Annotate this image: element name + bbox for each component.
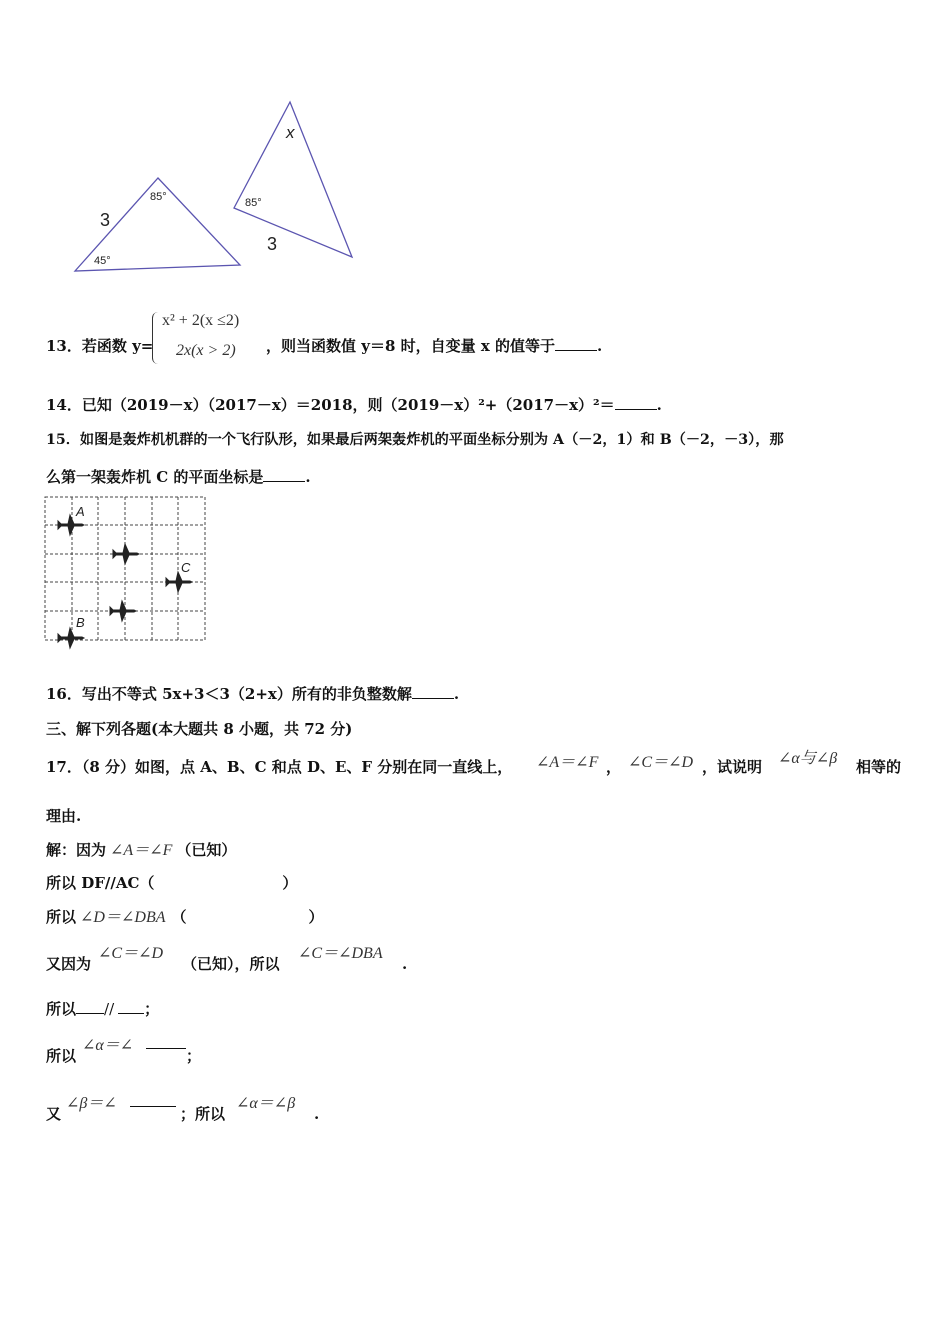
s6-math: ∠α＝∠: [82, 1037, 134, 1054]
s6-blank[interactable]: [146, 1034, 186, 1049]
label-b: B: [76, 615, 85, 630]
q17-step7: [46, 1104, 61, 1124]
right-side-label: 3: [267, 234, 278, 254]
left-top-angle: 85°: [150, 191, 167, 203]
q17-step2: [46, 873, 297, 893]
section-3-title: 三、解下列各题(本大题共 8 小题，共 72 分): [46, 720, 353, 738]
q17-target: ∠α与∠β: [778, 750, 838, 767]
s3-close: ）: [308, 908, 324, 926]
s1-prefix: 解：因为: [46, 841, 107, 859]
s2-text: 所以 DF//AC（: [46, 874, 155, 892]
q15-line2: 么第一架轰炸机 C 的平面坐标是: [46, 468, 264, 486]
q13-case1: x² + 2(x ≤2): [162, 312, 240, 329]
question-16: [46, 684, 459, 704]
s6-prefix: 所以: [46, 1047, 77, 1065]
s7-math2: ∠α＝∠β: [236, 1095, 296, 1112]
formation-grid-figure: [40, 492, 210, 652]
s5-prefix: 所以: [46, 1000, 77, 1018]
question-15-line2: [46, 467, 311, 487]
q17-step1: [46, 840, 236, 861]
plane-b-icon: [58, 628, 84, 648]
s7-mid: ；所以: [180, 1105, 226, 1123]
q14-end: .: [656, 396, 662, 414]
s2-end: ）: [282, 874, 298, 892]
s3-open: （: [171, 908, 187, 926]
q17-cond2: ∠C＝∠D: [628, 754, 694, 771]
question-14: [46, 395, 662, 415]
s5-mid: //: [104, 1000, 115, 1018]
question-17-line1: [46, 757, 512, 777]
q17-line2: 理由.: [46, 807, 82, 825]
q17-ask: ，试说明: [702, 758, 763, 776]
q17-step5: [46, 999, 159, 1019]
question-13: [46, 336, 153, 356]
triangles-figure: [60, 90, 380, 290]
q17-step4: [46, 954, 91, 974]
q17-comma: ，: [606, 758, 622, 776]
q17-intro: 17．（8 分）如图，点 A、B、C 和点 D、E、F 分别在同一直线上，: [46, 758, 513, 776]
plane-2-icon: [113, 544, 139, 564]
piecewise-brace: [152, 312, 161, 364]
q15-line1: 15．如图是轰炸机机群的一个飞行队形，如果最后两架轰炸机的平面坐标分别为 A（－2，1）和 B（－2，－3），那: [46, 432, 784, 448]
q13-prefix: 13．若函数 y=: [46, 337, 154, 355]
question-15-line1: [46, 430, 784, 450]
q14-text: 14．已知（2019－x）（2017－x）＝2018，则（2019－x）²+（2017－x）²＝: [46, 396, 615, 414]
q17-cond1: ∠A＝∠F: [536, 754, 599, 771]
label-a: A: [76, 504, 85, 519]
q13-case2: 2x(x > 2): [176, 342, 236, 359]
q17-step6: [46, 1046, 76, 1066]
q15-answer-blank[interactable]: [263, 467, 305, 482]
s4-math1: ∠C＝∠D: [98, 945, 164, 962]
q16-end: .: [453, 685, 460, 703]
s7-blank[interactable]: [130, 1092, 176, 1107]
plane-4-icon: [110, 601, 136, 621]
left-bottom-angle: 45°: [94, 255, 111, 267]
s7-prefix: 又: [46, 1105, 62, 1123]
s4-math2: ∠C＝∠DBA: [298, 945, 383, 962]
s5-blank-1[interactable]: [76, 999, 104, 1014]
s3-prefix: 所以: [46, 908, 77, 926]
q16-text: 16．写出不等式 5x+3＜3（2+x）所有的非负整数解: [46, 685, 412, 703]
left-side-label: 3: [100, 210, 111, 230]
s7-math: ∠β＝∠: [66, 1095, 117, 1112]
q13-answer-blank[interactable]: [555, 336, 597, 351]
q13-suffix: ，则当函数值 y＝8 时，自变量 x 的值等于: [266, 337, 555, 355]
s6-end: ；: [186, 1047, 202, 1065]
s3-math: ∠D＝∠DBA: [80, 909, 166, 926]
q13-suffix-line: [266, 336, 602, 356]
q17-ask-end: 相等的: [856, 758, 902, 776]
label-c: C: [181, 560, 191, 575]
s7-end: .: [314, 1105, 320, 1123]
q14-answer-blank[interactable]: [615, 395, 657, 410]
plane-c-icon: [166, 572, 192, 592]
s5-blank-2[interactable]: [118, 999, 144, 1014]
q16-answer-blank[interactable]: [412, 684, 454, 699]
q13-end: .: [597, 337, 603, 355]
s5-end: ；: [144, 1000, 160, 1018]
s4-mid: （已知），所以: [182, 955, 280, 973]
s4-end: .: [402, 955, 408, 973]
s4-prefix: 又因为: [46, 955, 92, 973]
q17-step3: [46, 907, 324, 928]
right-top-label: x: [286, 123, 295, 142]
q15-end: .: [305, 468, 311, 486]
right-left-angle: 85°: [245, 197, 262, 209]
s1-reason: （已知）: [176, 841, 237, 859]
s1-math: ∠A＝∠F: [110, 842, 173, 859]
